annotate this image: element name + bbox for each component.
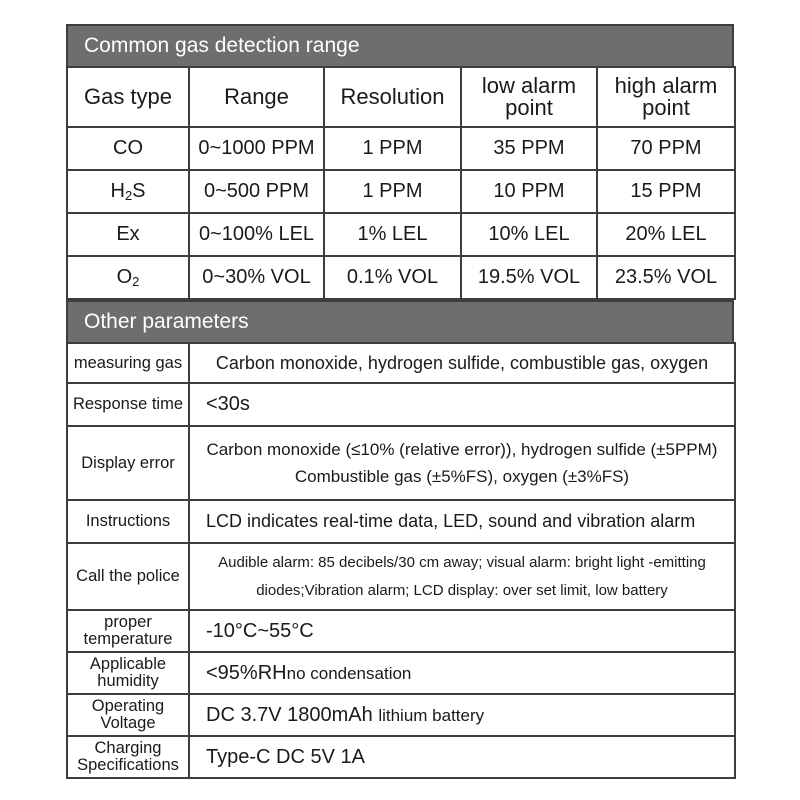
- low-alarm-cell: 10 PPM: [461, 170, 597, 213]
- table-row: [67, 694, 735, 736]
- param-label: Display error: [67, 426, 189, 500]
- gas-formula: $H_2S$: [110, 180, 146, 203]
- param-label: Applicable humidity: [67, 652, 189, 694]
- param-value: LCD indicates real-time data, LED, sound and vibration alarm: [189, 500, 735, 543]
- table-row: [67, 170, 735, 213]
- section-header-other-params: [66, 300, 734, 342]
- param-suffix: no condensation: [286, 663, 412, 683]
- resolution-cell: 1 PPM: [324, 170, 461, 213]
- section-title: Common gas detection range: [84, 34, 360, 57]
- gas-range-table: [66, 66, 736, 300]
- param-main-value: <95%RH: [206, 661, 287, 684]
- other-parameters-table: [66, 342, 736, 779]
- gas-name: [67, 170, 189, 213]
- high-alarm-cell: 15 PPM: [597, 170, 735, 213]
- gas-formula: $O_2$: [116, 266, 140, 289]
- table-row: [67, 213, 735, 256]
- param-value: [189, 694, 735, 736]
- table-row: [67, 543, 735, 610]
- col-header-resolution: Resolution: [324, 67, 461, 127]
- table-row: [67, 383, 735, 426]
- high-alarm-cell: 23.5% VOL: [597, 256, 735, 299]
- param-label: Instructions: [67, 500, 189, 543]
- spec-sheet: [66, 24, 734, 779]
- section-title: Other parameters: [84, 310, 249, 333]
- param-value: Type-C DC 5V 1A: [189, 736, 735, 778]
- resolution-cell: 1% LEL: [324, 213, 461, 256]
- low-alarm-cell: 10% LEL: [461, 213, 597, 256]
- param-label: proper temperature: [67, 610, 189, 652]
- param-label: Call the police: [67, 543, 189, 610]
- table-row: [67, 736, 735, 778]
- col-header-high-alarm: high alarm point: [597, 67, 735, 127]
- range-cell: 0~100% LEL: [189, 213, 324, 256]
- range-cell: 0~1000 PPM: [189, 127, 324, 170]
- col-header-gas-type: Gas type: [67, 67, 189, 127]
- param-label: measuring gas: [67, 343, 189, 383]
- table-row: [67, 610, 735, 652]
- gas-name: [67, 256, 189, 299]
- param-value: -10°C~55°C: [189, 610, 735, 652]
- section-header-gas-range: [66, 24, 734, 66]
- table-row: [67, 426, 735, 500]
- table-row: [67, 343, 735, 383]
- col-header-low-alarm: low alarm point: [461, 67, 597, 127]
- table-row: [67, 500, 735, 543]
- resolution-cell: 0.1% VOL: [324, 256, 461, 299]
- param-suffix: lithium battery: [378, 705, 485, 725]
- high-alarm-cell: 20% LEL: [597, 213, 735, 256]
- table-row: [67, 652, 735, 694]
- col-header-range: Range: [189, 67, 324, 127]
- range-cell: 0~30% VOL: [189, 256, 324, 299]
- param-label: Response time: [67, 383, 189, 426]
- resolution-cell: 1 PPM: [324, 127, 461, 170]
- gas-name: CO: [67, 127, 189, 170]
- low-alarm-cell: 35 PPM: [461, 127, 597, 170]
- param-main-value: DC 3.7V 1800mAh: [206, 703, 373, 726]
- table-row: [67, 127, 735, 170]
- param-label: Operating Voltage: [67, 694, 189, 736]
- high-alarm-cell: 70 PPM: [597, 127, 735, 170]
- param-value: [189, 652, 735, 694]
- table-header-row: [67, 67, 735, 127]
- param-value: Carbon monoxide (≤10% (relative error)), hydrogen sulfide (±5PPM) Combustible gas (±5%FS), oxygen (±3%FS): [189, 426, 735, 500]
- low-alarm-cell: 19.5% VOL: [461, 256, 597, 299]
- param-value: <30s: [189, 383, 735, 426]
- table-row: [67, 256, 735, 299]
- param-value: Carbon monoxide, hydrogen sulfide, combustible gas, oxygen: [189, 343, 735, 383]
- gas-name: Ex: [67, 213, 189, 256]
- range-cell: 0~500 PPM: [189, 170, 324, 213]
- param-label: Charging Specifications: [67, 736, 189, 778]
- param-value: Audible alarm: 85 decibels/30 cm away; visual alarm: bright light -emitting diodes;Vibration alarm; LCD display: over set limit, low battery: [189, 543, 735, 610]
